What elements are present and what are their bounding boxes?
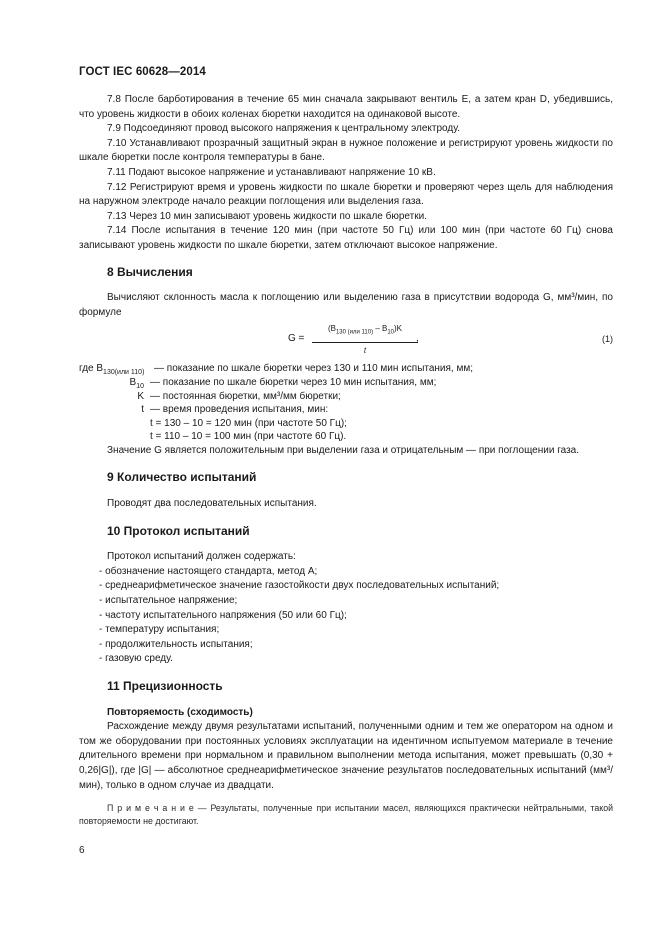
section-10-intro: Протокол испытаний должен содержать: (107, 551, 296, 563)
list-item: - температуру испытания; (99, 624, 220, 636)
step-7-8: 7.8 После барботирования в течение 65 мин сначала закрывают вентиль E, а затем кран D, убедившись, что уровень жидкости в обоих коленах бюретки находится на одинаковой высоте. (79, 94, 613, 120)
page-content (79, 93, 613, 836)
definition-b130 (79, 362, 613, 376)
def-sym: B (129, 376, 137, 388)
report-items (79, 565, 613, 667)
section-11-heading: 11 Прецизионность (107, 679, 223, 693)
def-text: — время проведения испытания, мин: (150, 404, 329, 416)
formula-number: (1) (602, 334, 613, 345)
t-line: t = 130 – 10 = 120 мин (при частоте 50 Гц); (150, 417, 347, 429)
step-7-12: 7.12 Регистрируют время и уровень жидкости по шкале бюретки и проверяют через щель для наблюдения на наружном электроде начало реакции поглощения или выделения газа. (79, 181, 613, 208)
definition-k (79, 390, 613, 404)
def-text: — постоянная бюретки, мм³/мм бюретки; (150, 390, 341, 402)
def-sub: 10 (136, 382, 144, 390)
section-11-text: Расхождение между двумя результатами испытаний, полученными одним и тем же оператором на одном и том же оборудовании при постоянных условиях эксплуатации на идентичном испытуемом материале в течение длительного времени при нормальном и правильном выполнении метода испытания, может превышать (0,30 + 0,26|G|), где |G| — абсолютное среднеарифметическое значение результатов последовательных испытаний (мм³/мин), только в одном случае из двадцати. (79, 721, 613, 791)
section-10-heading: 10 Протокол испытаний (107, 523, 250, 538)
t-line: t = 110 – 10 = 100 мин (при частоте 60 Гц). (150, 431, 347, 443)
list-item: - обозначение настоящего стандарта, метод А; (99, 565, 318, 577)
section-9-heading: 9 Количество испытаний (107, 470, 257, 485)
list-item: - среднеарифметическое значение газостойкости двух последовательных испытаний; (99, 580, 500, 592)
section-8-closing: Значение G является положительным при выделении газа и отрицательным — при поглощении газа. (107, 444, 580, 456)
def-symbol: K (137, 390, 144, 402)
section-9-text: Проводят два последовательных испытания. (107, 498, 317, 510)
def-symbol: t (141, 404, 144, 416)
step-7-13: 7.13 Через 10 мин записывают уровень жидкости по шкале бюретки. (107, 210, 427, 222)
formula-numerator (312, 322, 418, 342)
list-item: - продолжительность испытания; (99, 638, 253, 650)
list-item: - частоту испытательного напряжения (50 или 60 Гц); (99, 609, 347, 621)
formula-1 (79, 322, 613, 358)
definition-t (79, 403, 613, 417)
standard-header: ГОСТ IEC 60628—2014 (79, 66, 206, 78)
num-sub2: 10 (387, 329, 395, 336)
t-line-50hz (79, 417, 613, 431)
num-open: (B (327, 324, 336, 334)
definitions (79, 362, 613, 444)
step-7-14: 7.14 После испытания в течение 120 мин (при частоте 50 Гц) или 100 мин (при частоте 60 Гц) снова записывают уровень жидкости по шкале бюретки, затем отключают высокое напряжение. (79, 225, 613, 251)
section-11-note: П р и м е ч а н и е — Результаты, полученные при испытании масел, являющихся практически нейтральными, такой повторяемости не достигают. (79, 803, 613, 826)
repeatability-subheading: Повторяемость (сходимость) (107, 706, 253, 718)
t-line-60hz (79, 430, 613, 444)
def-text: — показание по шкале бюретки через 130 и 110 мин испытания, мм; (154, 363, 474, 375)
formula-comma: , (416, 333, 419, 345)
formula-denominator: t (363, 345, 367, 355)
where-sub: 130(или 110) (103, 369, 145, 377)
formula-lhs: G = (288, 333, 305, 345)
def-text: — показание по шкале бюретки через 10 мин испытания, мм; (150, 376, 437, 388)
page-number: 6 (79, 845, 85, 856)
num-mid: – B (373, 324, 388, 334)
num-close: )K (394, 324, 403, 334)
definition-b10 (79, 376, 613, 390)
formula-fraction (312, 322, 418, 358)
section-8-intro: Вычисляют склонность масла к поглощению или выделению газа в присутствии водорода G, мм³/мин, по формуле (79, 292, 613, 318)
where-prefix: где B (79, 363, 104, 375)
step-7-9: 7.9 Подсоединяют провод высокого напряжения к центральному электроду. (107, 123, 460, 135)
step-7-11: 7.11 Подают высокое напряжение и устанавливают напряжение 10 кВ. (107, 166, 436, 178)
step-7-10: 7.10 Устанавливают прозрачный защитный экран в нужное положение и регистрируют уровень жидкости по шкале бюретки после контроля температуры в бане. (79, 137, 613, 164)
section-8-heading: 8 Вычисления (107, 264, 193, 279)
list-item: - испытательное напряжение; (99, 595, 238, 607)
list-item: - газовую среду. (99, 653, 173, 665)
num-sub1: 130 (или 110) (335, 329, 374, 336)
